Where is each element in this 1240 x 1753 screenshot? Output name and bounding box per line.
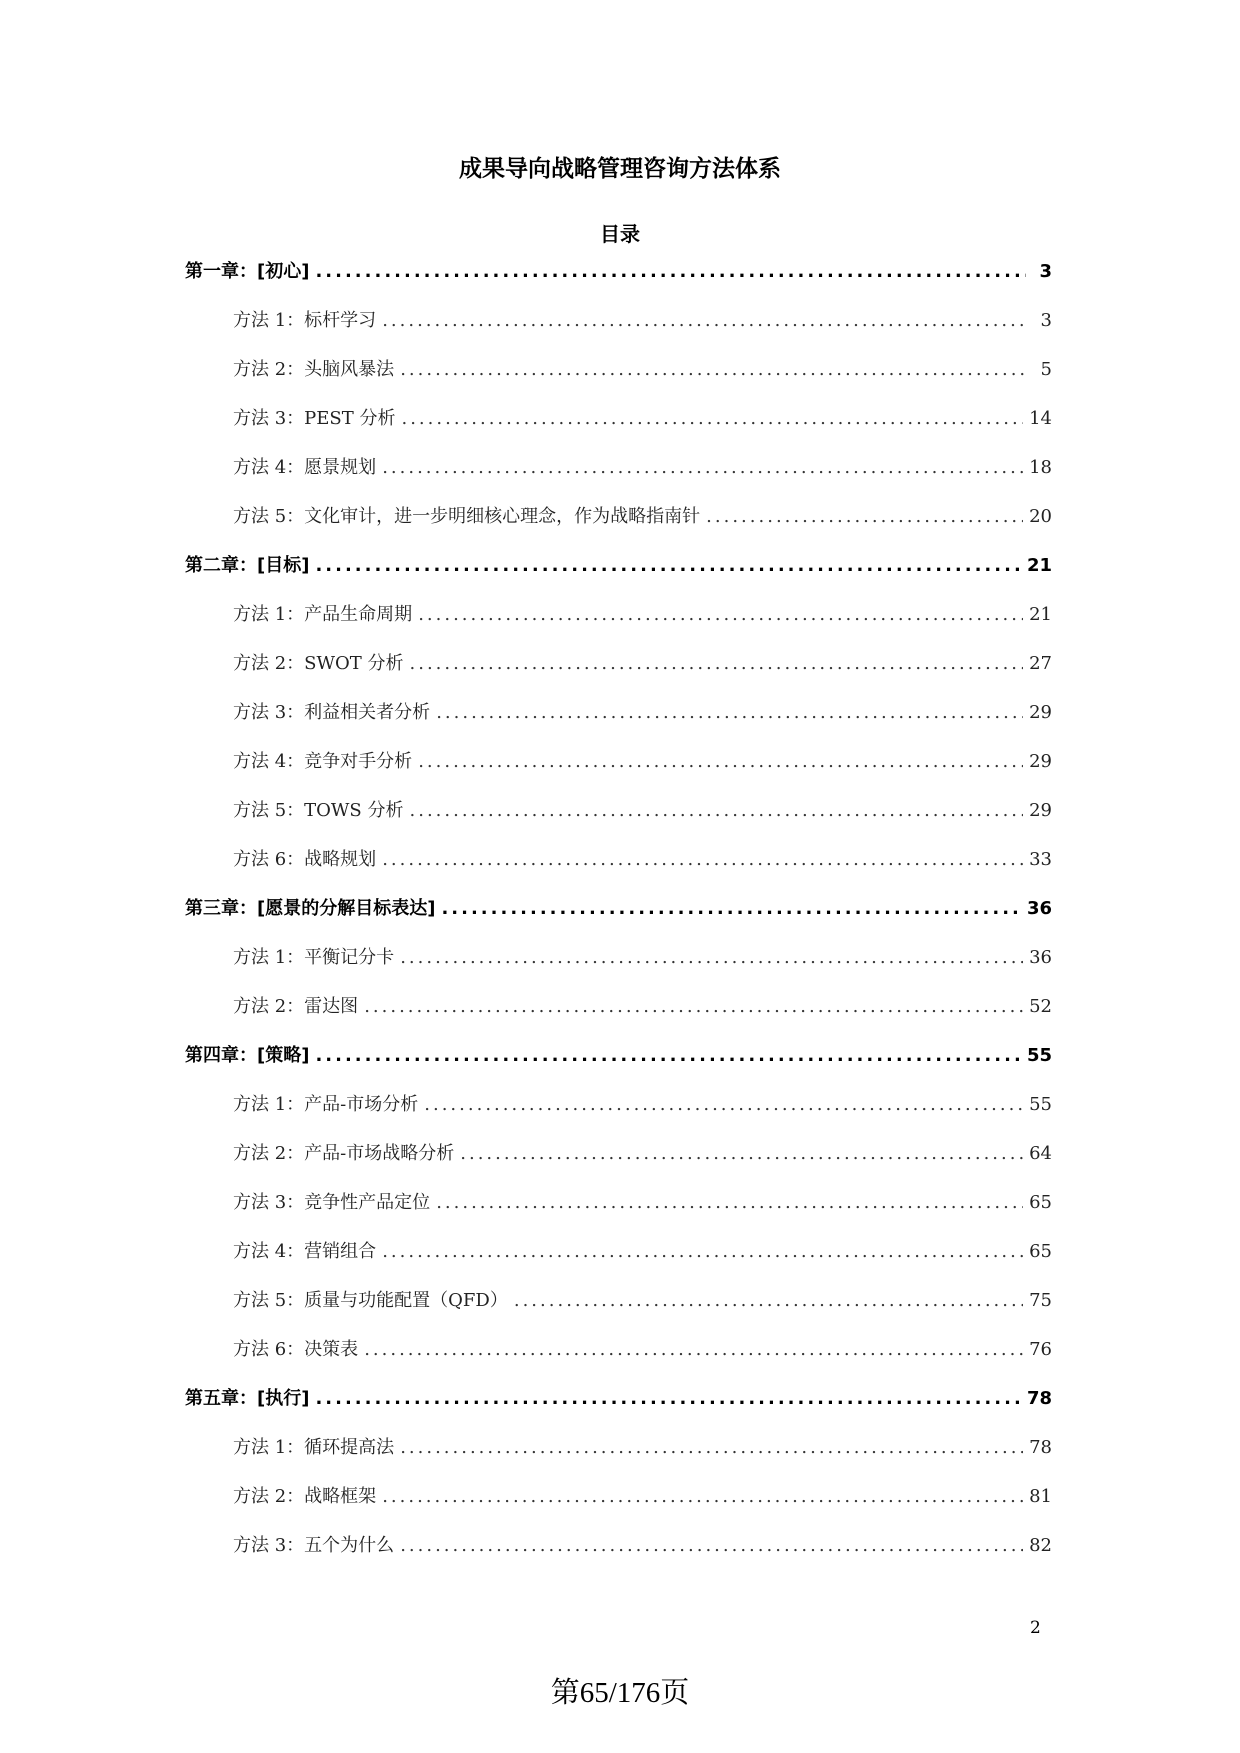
toc-entry-page: 27 (1029, 653, 1052, 674)
toc-method-entry[interactable] (185, 843, 1052, 892)
toc-method-entry[interactable] (185, 598, 1052, 647)
toc-entry-label: 方法 1：平衡记分卡 (233, 947, 395, 968)
toc-entry-label: 方法 4：营销组合 (233, 1241, 377, 1262)
toc-dot-leader (382, 451, 1023, 485)
toc-dot-leader (436, 1186, 1023, 1220)
toc-entry-page: 33 (1029, 849, 1052, 870)
toc-entry-label: 方法 3：竞争性产品定位 (233, 1192, 431, 1213)
toc-dot-leader (315, 1382, 1020, 1416)
toc-method-entry[interactable] (185, 402, 1052, 451)
toc-entry-page: 65 (1029, 1241, 1052, 1262)
toc-dot-leader (514, 1284, 1023, 1318)
toc-entry-page: 5 (1040, 359, 1052, 380)
toc-method-entry[interactable] (185, 1333, 1052, 1382)
toc-chapter-entry[interactable] (185, 1382, 1052, 1431)
toc-method-entry[interactable] (185, 1088, 1052, 1137)
toc-entry-page: 20 (1029, 506, 1052, 527)
toc-chapter-entry[interactable] (185, 892, 1052, 941)
toc-dot-leader (382, 1480, 1023, 1514)
toc-method-entry[interactable] (185, 304, 1052, 353)
toc-entry-label: 第五章：[执行] (185, 1388, 310, 1409)
toc-dot-leader (382, 304, 1026, 338)
toc-entry-label: 方法 1：产品生命周期 (233, 604, 413, 625)
toc-entry-page: 52 (1029, 996, 1052, 1017)
toc-entry-page: 21 (1026, 555, 1052, 576)
toc-method-entry[interactable] (185, 990, 1052, 1039)
toc-entry-page: 81 (1029, 1486, 1052, 1507)
toc-method-entry[interactable] (185, 500, 1052, 549)
toc-dot-leader (441, 892, 1020, 926)
toc-method-entry[interactable] (185, 1480, 1052, 1529)
toc-entry-page: 3 (1040, 310, 1052, 331)
toc-entry-label: 方法 3：利益相关者分析 (233, 702, 431, 723)
toc-entry-page: 78 (1029, 1437, 1052, 1458)
toc-entry-label: 方法 5：文化审计，进一步明细核心理念，作为战略指南针 (233, 506, 701, 527)
toc-dot-leader (418, 598, 1023, 632)
toc-dot-leader (400, 1431, 1023, 1465)
toc-dot-leader (315, 255, 1026, 289)
toc-entry-page: 64 (1029, 1143, 1052, 1164)
toc-entry-page: 55 (1029, 1094, 1052, 1115)
toc-entry-label: 第二章：[目标] (185, 555, 310, 576)
toc-entry-label: 方法 4：竞争对手分析 (233, 751, 413, 772)
toc-entry-page: 14 (1029, 408, 1052, 429)
toc-dot-leader (364, 990, 1023, 1024)
toc-dot-leader (410, 647, 1024, 681)
toc-dot-leader (436, 696, 1023, 730)
toc-entry-label: 方法 2：战略框架 (233, 1486, 377, 1507)
toc-method-entry[interactable] (185, 353, 1052, 402)
toc-dot-leader (364, 1333, 1023, 1367)
toc-dot-leader (400, 353, 1026, 387)
toc-entry-page: 29 (1029, 800, 1052, 821)
page-number: 2 (1030, 1618, 1041, 1638)
toc-dot-leader (410, 794, 1024, 828)
toc-method-entry[interactable] (185, 451, 1052, 500)
toc-entry-page: 78 (1026, 1388, 1052, 1409)
toc-dot-leader (315, 1039, 1020, 1073)
toc-dot-leader (382, 843, 1023, 877)
page-footer: 第65/176页 (550, 1677, 690, 1709)
toc-entry-label: 方法 2：SWOT 分析 (233, 653, 404, 674)
toc-entry-label: 方法 2：产品-市场战略分析 (233, 1143, 455, 1164)
toc-method-entry[interactable] (185, 696, 1052, 745)
table-of-contents (185, 255, 1052, 1578)
toc-chapter-entry[interactable] (185, 255, 1052, 304)
toc-entry-page: 82 (1029, 1535, 1052, 1556)
document-title: 成果导向战略管理咨询方法体系 (459, 156, 781, 182)
toc-dot-leader (400, 1529, 1023, 1563)
toc-entry-page: 36 (1026, 898, 1052, 919)
toc-entry-label: 第四章：[策略] (185, 1045, 310, 1066)
toc-heading: 目录 (600, 222, 640, 246)
toc-method-entry[interactable] (185, 1529, 1052, 1578)
toc-chapter-entry[interactable] (185, 1039, 1052, 1088)
toc-entry-label: 方法 3：五个为什么 (233, 1535, 395, 1556)
toc-entry-page: 29 (1029, 702, 1052, 723)
toc-method-entry[interactable] (185, 941, 1052, 990)
toc-method-entry[interactable] (185, 745, 1052, 794)
toc-entry-label: 方法 5：质量与功能配置（QFD） (233, 1290, 508, 1311)
toc-dot-leader (706, 500, 1023, 534)
toc-entry-label: 方法 3：PEST 分析 (233, 408, 396, 429)
toc-entry-label: 方法 6：决策表 (233, 1339, 359, 1360)
toc-method-entry[interactable] (185, 1235, 1052, 1284)
toc-entry-label: 方法 5：TOWS 分析 (233, 800, 404, 821)
toc-entry-label: 方法 6：战略规划 (233, 849, 377, 870)
toc-dot-leader (315, 549, 1020, 583)
toc-entry-label: 方法 1：标杆学习 (233, 310, 377, 331)
toc-entry-label: 方法 2：头脑风暴法 (233, 359, 395, 380)
toc-dot-leader (460, 1137, 1023, 1171)
toc-method-entry[interactable] (185, 1137, 1052, 1186)
toc-dot-leader (400, 941, 1023, 975)
toc-dot-leader (382, 1235, 1023, 1269)
toc-dot-leader (418, 745, 1023, 779)
toc-method-entry[interactable] (185, 1186, 1052, 1235)
toc-entry-page: 21 (1029, 604, 1052, 625)
toc-entry-page: 36 (1029, 947, 1052, 968)
toc-entry-page: 55 (1026, 1045, 1052, 1066)
toc-entry-label: 方法 1：产品-市场分析 (233, 1094, 419, 1115)
toc-entry-page: 29 (1029, 751, 1052, 772)
toc-method-entry[interactable] (185, 647, 1052, 696)
toc-method-entry[interactable] (185, 1431, 1052, 1480)
toc-entry-label: 方法 2：雷达图 (233, 996, 359, 1017)
toc-entry-label: 第三章：[愿景的分解目标表达] (185, 898, 436, 919)
toc-chapter-entry[interactable] (185, 549, 1052, 598)
toc-method-entry[interactable] (185, 1284, 1052, 1333)
toc-method-entry[interactable] (185, 794, 1052, 843)
toc-entry-page: 65 (1029, 1192, 1052, 1213)
toc-entry-label: 方法 4：愿景规划 (233, 457, 377, 478)
toc-entry-page: 76 (1029, 1339, 1052, 1360)
toc-entry-label: 第一章：[初心] (185, 261, 310, 282)
toc-dot-leader (401, 402, 1023, 436)
toc-entry-page: 3 (1039, 261, 1052, 282)
toc-entry-page: 18 (1029, 457, 1052, 478)
toc-entry-label: 方法 1：循环提高法 (233, 1437, 395, 1458)
toc-entry-page: 75 (1029, 1290, 1052, 1311)
toc-dot-leader (424, 1088, 1023, 1122)
